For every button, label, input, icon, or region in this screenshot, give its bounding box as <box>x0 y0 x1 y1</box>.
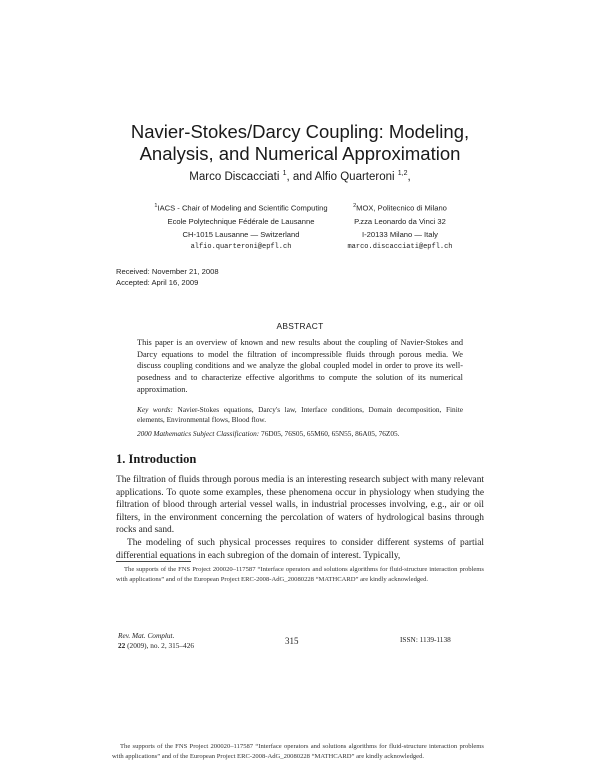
section-body <box>116 474 484 562</box>
accepted-date: Accepted: April 16, 2009 <box>116 278 199 287</box>
keywords <box>137 405 463 426</box>
keywords-text: Navier-Stokes equations, Darcy's law, Interface conditions, Domain decomposition, Finite elements, Environmental flows, Blood flow. <box>137 405 464 425</box>
author-1: Marco Discacciati <box>189 170 280 183</box>
msc-label: 2000 Mathematics Subject Classification: <box>137 429 260 438</box>
affiliation-left <box>146 200 336 254</box>
paper-title <box>0 121 600 165</box>
affiliation-left-line3: CH-1015 Lausanne — Switzerland <box>182 229 300 239</box>
journal-info <box>118 631 194 651</box>
author-2: Alfio Quarteroni <box>314 170 395 183</box>
received-date: Received: November 21, 2008 <box>116 267 219 276</box>
author-2-sup: 1,2 <box>397 170 408 177</box>
affiliation-right <box>340 200 460 254</box>
bottom-footnote: The supports of the FNS Project 200020–117587 “Interface operators and solutions algorithms for fluid-structure interaction problems with applications” and of the European Project ERC-2008-AdG_20080228 “MATHCARD” are kindly acknowledged. <box>112 743 484 760</box>
footnote-rule <box>116 561 191 562</box>
affiliation-right-sup: 2 <box>353 203 357 209</box>
affiliation-left-line1: IACS - Chair of Modeling and Scientific Computing <box>157 203 328 213</box>
journal-volume: 22 <box>118 641 126 650</box>
affiliation-left-email: alfio.quarteroni@epfl.ch <box>190 242 292 251</box>
author-separator: , and <box>286 170 315 183</box>
footnote: The supports of the FNS Project 200020–117587 “Interface operators and solutions algorithms for fluid-structure interaction problems with applications” and of the European Project ERC-2008-AdG_20080228 “MATHCARD” are kindly acknowledged. <box>116 566 484 583</box>
affiliation-left-sup: 1 <box>154 203 158 209</box>
dates-block <box>116 266 219 288</box>
msc-classification <box>137 429 463 439</box>
page-number: 315 <box>285 636 299 646</box>
affiliation-right-line1: MOX, Politecnico di Milano <box>356 203 447 213</box>
title-line-2: Analysis, and Numerical Approximation <box>139 143 461 164</box>
section-heading: 1. Introduction <box>116 452 197 466</box>
title-line-1: Navier-Stokes/Darcy Coupling: Modeling, <box>130 121 470 142</box>
author-end: , <box>407 170 411 183</box>
keywords-label: Key words: <box>137 405 173 414</box>
paragraph-1: The filtration of fluids through porous media is an interesting research subject with many relevant applications. To quote some examples, these phenomena occur in physiology when studying the filtration of blood through arterial vessel walls, in industrial processes involving, e.g., air or oil filters, in the environment concerning the percolation of waters of hydrological basins through rocks and sand. <box>116 475 484 536</box>
author-line <box>0 170 600 183</box>
affiliation-right-line2: P.zza Leonardo da Vinci 32 <box>354 216 446 226</box>
abstract-heading: ABSTRACT <box>276 321 324 331</box>
paragraph-2: The modeling of such physical processes requires to consider different systems of partial differential equations in each subregion of the domain of interest. Typically, <box>116 537 484 561</box>
journal-name: Rev. Mat. Complut. <box>118 631 175 640</box>
author-1-sup: 1 <box>282 170 287 177</box>
abstract-text: This paper is an overview of known and new results about the coupling of Navier-Stokes and Darcy equations to model the filtration of incompressible fluids through porous media. We discuss coupling conditions and we analyze the global coupled model in order to prove its well-posedness and to characterize effective algorithms to compute the solution of its numerical approximation. <box>137 338 463 394</box>
affiliation-left-line2: Ecole Polytechnique Fédérale de Lausanne <box>167 216 315 226</box>
affiliation-right-line3: I-20133 Milano — Italy <box>362 229 438 239</box>
issn: ISSN: 1139-1138 <box>400 635 451 644</box>
journal-issue: (2009), no. 2, 315–426 <box>125 641 195 650</box>
msc-codes: 76D05, 76S05, 65M60, 65N55, 86A05, 76Z05. <box>259 429 400 438</box>
affiliation-right-email: marco.discacciati@epfl.ch <box>347 242 453 251</box>
